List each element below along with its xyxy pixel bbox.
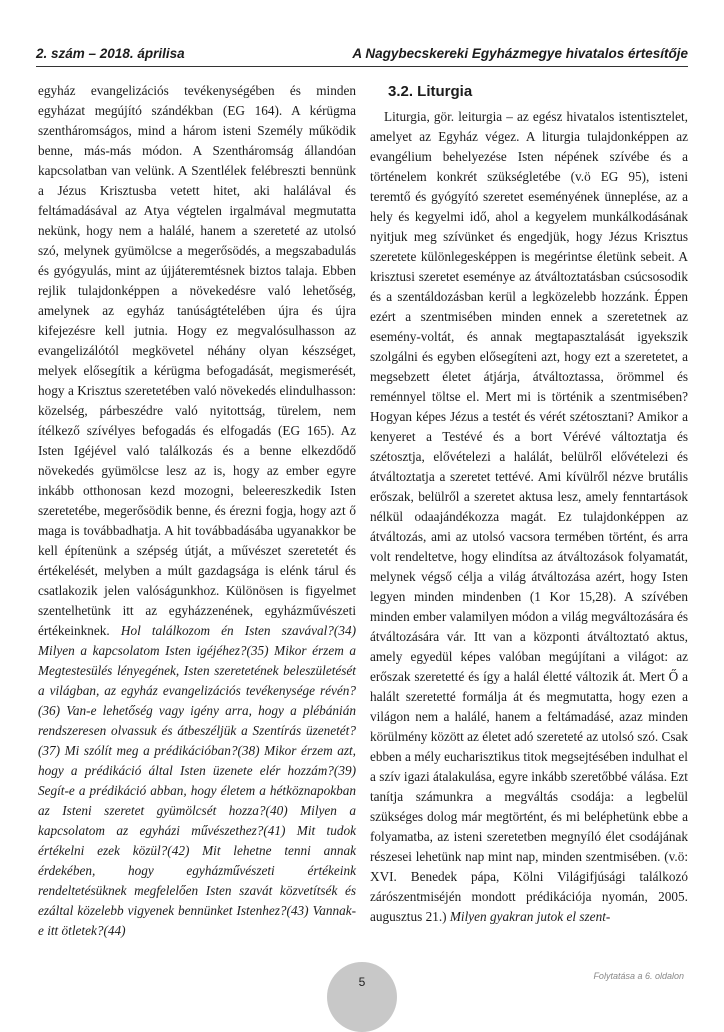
page-number-badge: [327, 962, 397, 1032]
right-paragraph-italic: Milyen gyakran jutok el szent-: [449, 909, 611, 924]
section-title: 3.2. Liturgia: [388, 83, 473, 100]
right-column: [370, 81, 688, 927]
left-paragraph: [38, 81, 356, 941]
left-paragraph-questions: Hol találkozom én Isten szavával?(34) Milyen a kapcsolatom Isten igéjéhez?(35) Mikor érzem a Megtestesülés lényegének, Isten szeretetének beleszületését a világban, az egyház evangelizációs tevékenysége révén?(36) Van-e lehetőség vagy igény arra, hogy a plébánián rendszeresen olvassuk és átbeszéljük a Szentírás üzenetét?(37) Mi szólít meg a prédikációban?(38) Mikor érzem azt, hogy a prédikáció által Isten üzenete elér hozzám?(39) Segít-e a prédikáció abban, hogy életem a hétköznapokban az Isteni szeretet gyümölcsét hozza?(40) Milyen a kapcsolatom az egyházi művészethez?(41) Mit tudok értékelni ezek közül?(42) Mit lehetne tenni annak érdekében, hogy egyházművészeti értékeink rendeltetésüknek megfelelően Isten szavát közvetítsék és ezáltal közelebb vigyenek bennünket Istenhez?(43) Vannak-e itt ötletek?(44): [38, 623, 356, 938]
publication-title: A Nagybecskereki Egyházmegye hivatalos értesítője: [352, 46, 688, 61]
left-column: [38, 81, 356, 941]
page-number: 5: [358, 975, 366, 989]
continued-note: Folytatása a 6. oldalon: [593, 971, 684, 981]
right-paragraph-text: Liturgia, gör. leiturgia – az egész hivatalos istentisztelet, amelyet az Egyház végez. A liturgia tulajdonképpen az evangélium behelyezése Isten népének szívébe és a történelem konkrét szükségletébe (v.ö EG 95), isteni teremtő és gyógyító szeretet eseményének ünneplése, az a hely és kegyelmi idő, ahol a kegyelem munkálkodásának nyitjuk meg szívünket és engedjük, hogy Jézus Krisztus szeretete különlegesképpen is megérintse életünk sebeit. A krisztusi szeretet eseménye az átváltoztatásban csúcsosodik és a szentáldozásban kerül a legközelebb hozzánk. Éppen ezért a szentmisében minden ennek a szeretetnek az esemény-voltát, és annak megtapasztalását igyekszik szolgálni és egyben elősegíteni azt, hogy ezt a szeretetet, a megsebzett életet átjárja, átváltoztassa, örömmel és reménnyel töltse el. Mert mi is történik a szentmisében? Hogyan képes Jézus a testét és vérét szétosztani? Amikor a kenyeret a Testévé és a bort Vérévé változtatja és szétosztja, elővételezi a halálát, belülről elővételezi és átváltoztatja a szeretet tettévé. Ami kívülről nézve brutális erőszak, belülről a szeretet aktusa lesz, amely fenntartások nélkül odaajándékozza magát. Ez tulajdonképpen az átváltozás, ami az utolsó vacsora termében történt, és arra volt rendeltetve, hogy elindítsa az átváltozások folyamatát, melynek végső célja a világ átváltozása azért, hogy Isten legyen minden mindenben (1 Kor 15,28). A szívében minden ember valamilyen módon a világ megváltozására és átváltozására vár. Itt van a központi átváltoztató aktus, amely egyedül képes valóban megújítani a világot: az erőszak szeretetté és így a halál életté változik át. Mert Ő a halált szeretetté formálja át és megmutatta, hogy ezen a világon nem a halálé, hanem a feltámadásé, azaz minden körülmény között az életet adó szereteté az utolsó szó. Csak ebben a mély eucharisztikus titok megsejtésében indulhat el a szív igazi átalakulása, egyre inkább szeretőbbé válása. Ezt tanítja számunkra a megváltás csodája: a legbelül szükséges dolog már megtörtént, és mi beléphetünk ebbe a folyamatba, az isteni szeretetben megnyíló élet csodájának részesei lehetünk nap mint nap, minden szentmisében. (v.ö: XVI. Benedek pápa, Kölni Világifjúsági találkozó zárószentmiséjén mondott prédikációja nyomán, 2005. augusztus 21.): [370, 109, 688, 924]
issue-label: 2. szám – 2018. áprilisa: [36, 46, 185, 61]
running-header: [36, 37, 688, 67]
left-paragraph-text: egyház evangelizációs tevékenységében és minden egyházat megújító szándékban (EG 164). A kérügma szentháromságos, mind a három isteni Személy működik benne, más-más módon. A Szentháromság állandóan kapcsolatban van velünk. A Szentlélek felébreszti bennünk a Jézus Krisztusba vetett hitet, aki halálával és feltámadásával az Atya végtelen irgalmával megmutatta nekünk, hogy nem a halálé, hanem a szereteté az utolsó szó, melynek gyümölcse a megerősödés, a megszabadulás és gyógyulás, mint az újjáteremtésnek biztos talaja. Ebben rejlik tulajdonképpen a növekedésre való lehetőség, amelynek az egyház tanúságtételében újra és újra kifejezésre kell jutnia. Hogy ez megvalósulhasson az evangelizálótól megkövetel néhány olyan készséget, melyek elősegítik a kérügma befogadását, megismerését, hogy a Krisztus szeretetében való növekedés elindulhasson: közelség, párbeszédre való nyitottság, türelem, nem ítélkező szívélyes befogadás és elfogadás (EG 165). Az Isten Igéjével való találkozás és a benne elkezdődő növekedés gyümölcse lesz az is, hogy az ember egyre inkább otthonosan kezd mozogni, beleereszkedik Isten szeretetébe, megerősödik benne, és érezni fogja, hogy azt ő maga is továbbadhatja. A hit továbbadásába ugyanakkor be kell építenünk a szépség útját, a művészet szeretetét és értékelését, melyben a múlt gazdagsága is elénk tárul és csatlakozik jelen valóságunkhoz. Különösen is figyelmet szentelhetünk itt az egyházzenének, egyházművészeti értékeinknek.: [38, 83, 356, 638]
right-paragraph: [370, 107, 688, 927]
